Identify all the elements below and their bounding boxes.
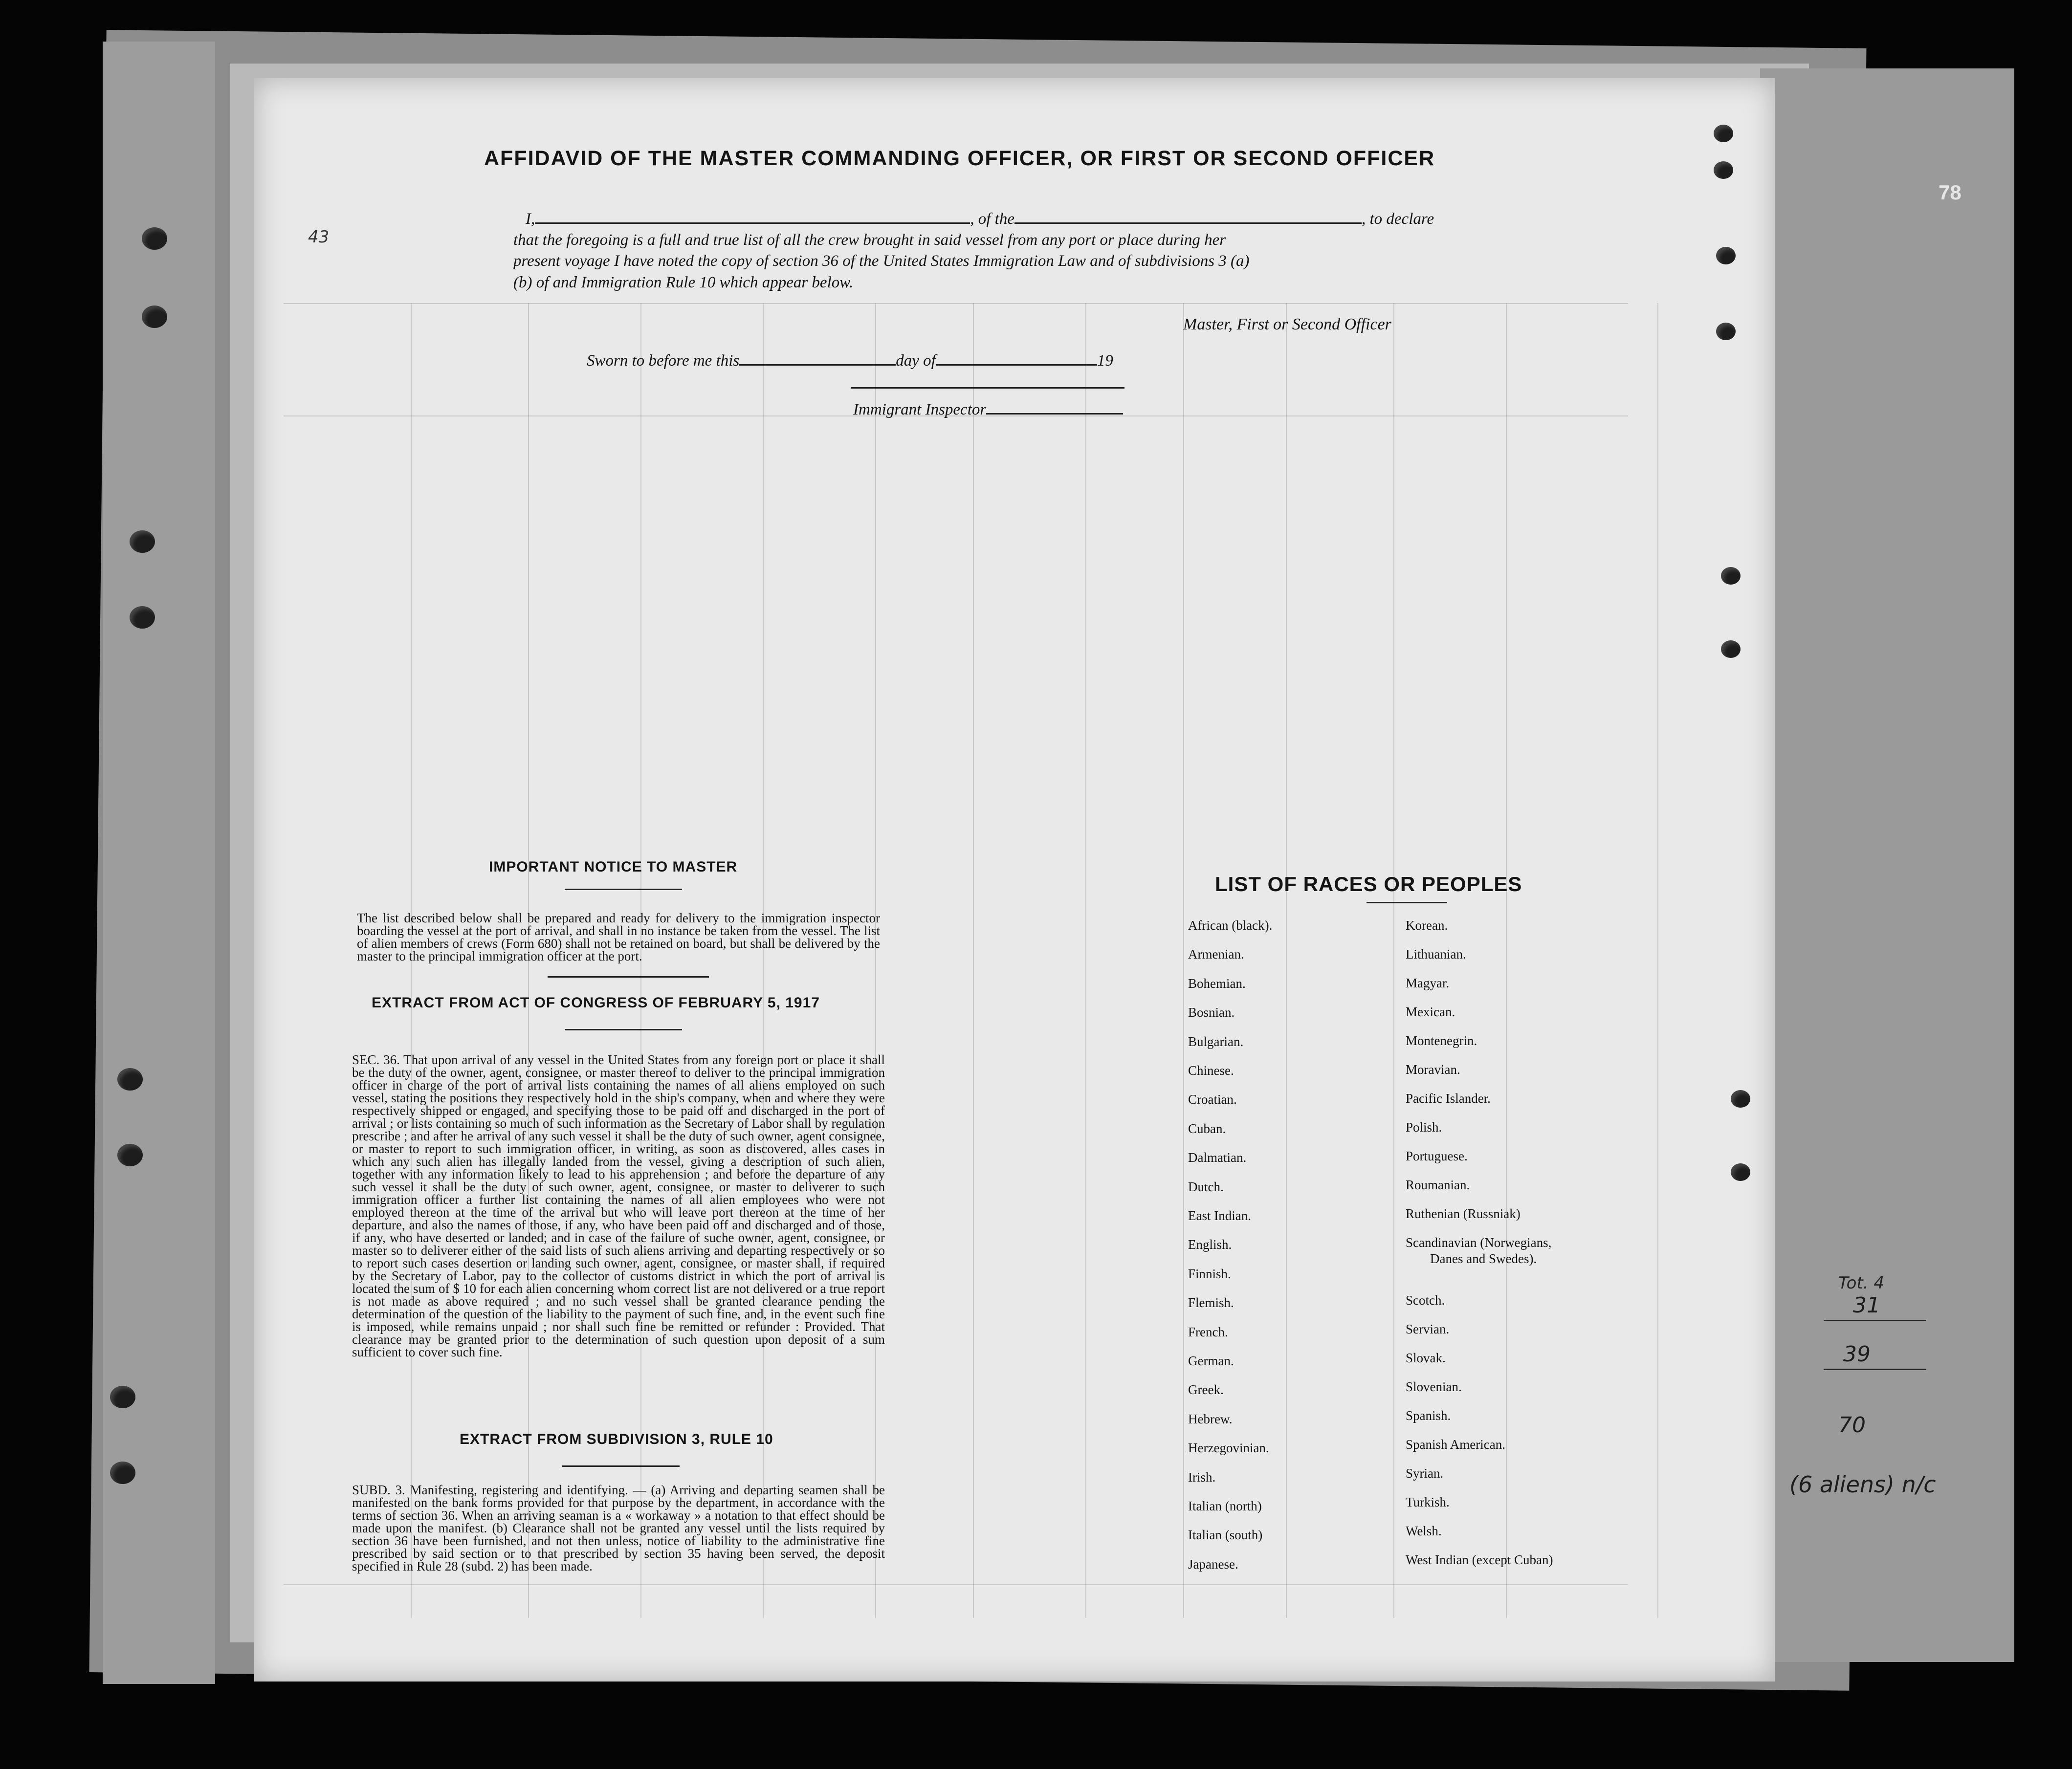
affidavit-title: AFFIDAVID OF THE MASTER COMMANDING OFFICER, OR FIRST OR SECOND OFFICER xyxy=(484,147,1435,170)
inspector-signature-rule xyxy=(851,387,1124,389)
race-item: Scotch. xyxy=(1406,1293,1445,1308)
of-the-label: , of the xyxy=(970,210,1014,228)
binder-hole xyxy=(117,1144,143,1166)
binder-hole xyxy=(142,227,167,250)
ghost-rule xyxy=(284,303,1628,304)
inspector-line xyxy=(853,401,1123,419)
day-of-label: day of xyxy=(896,352,936,370)
race-item: Slovak. xyxy=(1406,1351,1446,1365)
races-column-2 xyxy=(1406,918,1631,1651)
race-item: Portuguese. xyxy=(1406,1149,1468,1163)
page-hole xyxy=(1716,247,1736,264)
page-hole xyxy=(1721,640,1741,658)
race-item: Bohemian. xyxy=(1188,976,1246,991)
right-sheet-edge xyxy=(1760,68,2014,1662)
race-item: Servian. xyxy=(1406,1322,1450,1336)
handwritten-aliens-note: (6 aliens) n/c xyxy=(1789,1471,1936,1498)
page-hole xyxy=(1731,1163,1750,1181)
affidavit-text-line: (b) of and Immigration Rule 10 which appear below. xyxy=(513,274,854,291)
handwritten-total-label: Tot. 4 xyxy=(1838,1273,1884,1293)
inspector-blank xyxy=(986,413,1123,415)
race-item: Chinese. xyxy=(1188,1063,1234,1078)
name-blank xyxy=(535,222,970,224)
races-column-1 xyxy=(1188,918,1374,1651)
affidavit-text-line: that the foregoing is a full and true list of all the crew brought in said vessel from any port or place during her xyxy=(513,231,1226,249)
race-item: French. xyxy=(1188,1325,1228,1339)
handwritten-number: 43 xyxy=(308,227,330,247)
race-item: East Indian. xyxy=(1188,1208,1251,1223)
race-item: Scandinavian (Norwegians, xyxy=(1406,1235,1552,1250)
race-item: Moravian. xyxy=(1406,1062,1460,1077)
vessel-blank xyxy=(1014,222,1362,224)
race-item: Welsh. xyxy=(1406,1524,1442,1538)
race-item: Magyar. xyxy=(1406,976,1450,990)
race-item: Turkish. xyxy=(1406,1495,1450,1509)
extract-rule-title: EXTRACT FROM SUBDIVISION 3, RULE 10 xyxy=(460,1431,773,1447)
race-item: Spanish American. xyxy=(1406,1437,1505,1452)
page-hole xyxy=(1721,567,1741,585)
page-hole xyxy=(1714,161,1733,179)
page-hole xyxy=(1731,1090,1750,1108)
race-item: Bosnian. xyxy=(1188,1005,1235,1020)
to-declare-label: , to declare xyxy=(1361,210,1434,228)
race-item: Flemish. xyxy=(1188,1295,1234,1310)
race-item: Montenegrin. xyxy=(1406,1033,1477,1048)
important-notice-text: The list described below shall be prepared and ready for delivery to the immigration inspector boarding the vessel at the port of arrival, and shall in no instance be taken from the vessel. The list of alien members of crews (Form 680) shall not be retained on board, but shall be delivered by the master to the principal immigration officer at the port. xyxy=(357,911,880,963)
ghost-column xyxy=(973,303,974,1618)
race-item: Pacific Islander. xyxy=(1406,1091,1491,1106)
extract-act-text: SEC. 36. That upon arrival of any vessel in the United States from any foreign port or place it shall be the duty of the owner, agent, consignee, or master thereof to deliver to the principal immigration officer in charge of the port of arrival lists containing the names of all aliens employed on such vessel, stating the positions they respectively hold in the ship's company, when and where they were respectively shipped or engaged, and specifying those to be paid off and discharged in the port of arrival ; or lists containing so much of such information as the Secretary of Labor shall by regulation prescribe ; and after he arrival of any such vessel it shall be the duty of such owner, agent consignee, or master to report to such immigration officer, in writing, as soon as discovered, alles cases in which any such alien has illegally landed from the vessel, giving a description of such alien, together with any information likely to lead to his apprehension ; and before the departure of any such vessel it shall be the duty of such owner, agent, consignee, or master to deliverer to such immigration officer a further list containing the names of all alien employees who were not employed thereon at the time of the arrival but who will leave port thereon at the time of her departure, and also the names of those, if any, who have been paid off and discharged and of those, if any, who have deserted or landed; and in case of the failure of suche owner, agent, consignee, or master so to deliverer either of the said lists of such aliens arriving and departing respectively or so to report such cases desertion or landing such owner, agent, consignee, or master shall, if required by the Secretary of Labor, pay to the collector of customs district in which the port of arrival is located the sum of $ 10 for each alien concerning whom correct list are not delivered or a true report is not made as above required ; and no such vessel shall be granted clearance pending the determination of the question of the liability to the payment of such fine, and, in the event such fine is imposed, while remains unpaid ; nor shall such fine be remitted or refunder : Provided. That clearance may be granted prior to the determination of such question upon deposit of a sum sufficient to cover such fine. xyxy=(352,1052,885,1359)
master-signature-label: Master, First or Second Officer xyxy=(1183,315,1391,333)
affidavit-page xyxy=(254,78,1775,1682)
race-item: Slovenian. xyxy=(1406,1379,1462,1394)
sworn-label: Sworn to before me this xyxy=(587,352,740,370)
race-item: Danes and Swedes). xyxy=(1430,1251,1537,1266)
section-divider xyxy=(548,976,709,978)
race-item: Ruthenian (Russniak) xyxy=(1406,1206,1521,1221)
extract-act-title: EXTRACT FROM ACT OF CONGRESS OF FEBRUARY 5, 1917 xyxy=(372,995,820,1011)
title-underline xyxy=(565,1029,682,1030)
ghost-column xyxy=(1657,303,1658,1618)
page-number: 78 xyxy=(1939,181,1962,204)
day-blank xyxy=(739,364,896,366)
race-item: West Indian (except Cuban) xyxy=(1406,1552,1553,1567)
race-item: Dalmatian. xyxy=(1188,1150,1247,1165)
race-item: Bulgarian. xyxy=(1188,1034,1244,1049)
ghost-column xyxy=(1085,303,1086,1618)
handwritten-number: 70 xyxy=(1838,1413,1866,1438)
inspector-label: Immigrant Inspector xyxy=(853,401,987,418)
race-item: Mexican. xyxy=(1406,1005,1455,1019)
tally-rule xyxy=(1824,1369,1926,1370)
binder-hole xyxy=(130,606,155,629)
binder-hole xyxy=(110,1386,135,1408)
month-blank xyxy=(936,364,1097,366)
binder-hole xyxy=(110,1462,135,1484)
binder-hole xyxy=(130,530,155,553)
title-underline xyxy=(565,889,682,890)
race-item: German. xyxy=(1188,1354,1234,1368)
race-item: Armenian. xyxy=(1188,947,1244,961)
title-underline xyxy=(1367,902,1447,903)
race-item: Roumanian. xyxy=(1406,1178,1470,1192)
binder-hole xyxy=(142,306,167,328)
page-hole xyxy=(1716,323,1736,340)
binder-hole xyxy=(117,1068,143,1091)
handwritten-number: 31 xyxy=(1853,1293,1880,1318)
race-item: Lithuanian. xyxy=(1406,947,1466,961)
race-item: African (black). xyxy=(1188,918,1273,933)
tally-rule xyxy=(1824,1320,1926,1321)
race-item: Irish. xyxy=(1188,1470,1216,1485)
ghost-column xyxy=(1393,303,1394,1618)
race-item: Finnish. xyxy=(1188,1267,1231,1281)
races-title: LIST OF RACES OR PEOPLES xyxy=(1215,873,1522,895)
extract-rule-text: SUBD. 3. Manifesting, registering and identifying. — (a) Arriving and departing seamen shall be manifested on the bank forms provided for that purpose by the department, in accordance with the terms of section 36. When an arriving seaman is a « workaway » a notation to that effect should be made upon the manifest. (b) Clearance shall not be granted any vessel until the lists required by section 36 have been furnished, and not then unless, notice of liability to the administrative fine prescribed by said section or to that prescribed by section 35 having been served, the deposit specified in Rule 28 (subd. 2) has been made. xyxy=(352,1483,885,1573)
race-item: Italian (north) xyxy=(1188,1499,1262,1513)
race-item: Polish. xyxy=(1406,1120,1442,1135)
race-item: Italian (south) xyxy=(1188,1528,1263,1542)
handwritten-number: 39 xyxy=(1843,1342,1871,1367)
page-hole xyxy=(1714,125,1733,142)
affidavit-declaration-line xyxy=(526,210,1434,228)
race-item: Cuban. xyxy=(1188,1121,1226,1136)
race-item: Syrian. xyxy=(1406,1466,1444,1481)
race-item: Herzegovinian. xyxy=(1188,1441,1269,1455)
race-item: Greek. xyxy=(1188,1382,1224,1397)
race-item: Croatian. xyxy=(1188,1092,1237,1107)
race-item: Hebrew. xyxy=(1188,1412,1233,1426)
left-sheet-edge xyxy=(103,42,215,1684)
race-item: English. xyxy=(1188,1237,1232,1252)
important-notice-title: IMPORTANT NOTICE TO MASTER xyxy=(489,859,738,875)
ghost-column xyxy=(1183,303,1184,1618)
affidavit-text-line: present voyage I have noted the copy of section 36 of the United States Immigration Law and of subdivisions 3 (a) xyxy=(513,252,1250,270)
race-item: Dutch. xyxy=(1188,1179,1224,1194)
year-label: 19 xyxy=(1097,352,1113,370)
i-label: I, xyxy=(526,210,535,228)
race-item: Korean. xyxy=(1406,918,1448,933)
race-item: Japanese. xyxy=(1188,1557,1238,1572)
sworn-line xyxy=(587,352,1113,370)
race-item: Spanish. xyxy=(1406,1408,1451,1423)
title-underline xyxy=(562,1465,680,1467)
